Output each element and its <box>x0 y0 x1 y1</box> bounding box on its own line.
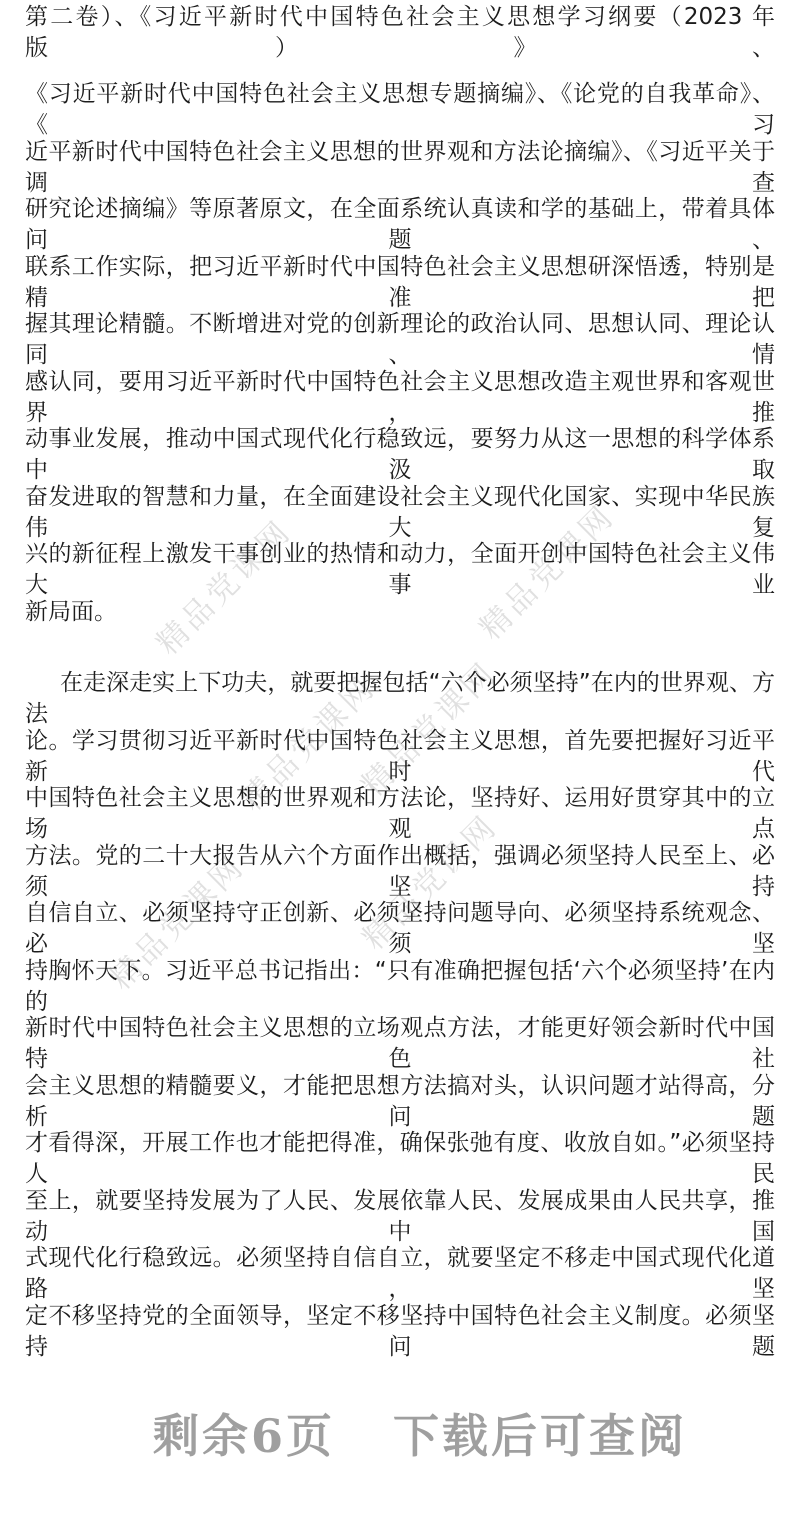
text-line: 新局面。 <box>25 598 117 625</box>
text-line: 中国特色社会主义思想的世界观和方法论，坚持好、运用好贯穿其中的立场观点 <box>25 785 775 842</box>
text-line: 论。学习贯彻习近平新时代中国特色社会主义思想，首先要把握好习近平新时代 <box>25 727 775 785</box>
watermark: 精品党课网 <box>472 497 623 648</box>
text-line: 动事业发展，推动中国式现代化行稳致远，要努力从这一思想的科学体系中汲取 <box>25 426 775 483</box>
text-line: 近平新时代中国特色社会主义思想的世界观和方法论摘编》、《习近平关于调查 <box>25 138 775 196</box>
text-line: 新时代中国特色社会主义思想的立场观点方法，才能更好领会新时代中国特色社 <box>25 1015 775 1072</box>
text-line: 感认同，要用习近平新时代中国特色社会主义思想改造主观世界和客观世界，推 <box>25 368 775 426</box>
download-hint-label: 下载后可查阅 <box>393 1409 687 1463</box>
text-line: 会主义思想的精髓要义，才能把思想方法搞对头，认识问题才站得高，分析问题 <box>25 1072 775 1130</box>
text-line: 在走深走实上下功夫，就要把握包括“六个必须坚持”在内的世界观、方法 <box>25 670 775 727</box>
text-line: 研究论述摘编》等原著原文，在全面系统认真读和学的基础上，带着具体问题、 <box>25 196 775 253</box>
text-line: 才看得深，开展工作也才能把得准，确保张弛有度、收放自如。”必须坚持人民 <box>25 1130 775 1187</box>
text-line: 持胸怀天下。习近平总书记指出：“只有准确把握包括‘六个必须坚持’在内的 <box>25 957 775 1015</box>
remaining-pages-label: 剩余6页 <box>152 1409 335 1463</box>
text-line: 奋发进取的智慧和力量，在全面建设社会主义现代化国家、实现中华民族伟大复 <box>25 483 775 541</box>
watermark: 精品党课网 <box>354 654 505 805</box>
text-line: 定不移坚持党的全面领导，坚定不移坚持中国特色社会主义制度。必须坚持问题 <box>25 1302 775 1360</box>
watermark: 精品党课网 <box>355 807 506 958</box>
watermark: 精品党课网 <box>102 847 253 998</box>
text-line: 式现代化行稳致远。必须坚持自信自立，就要坚定不移走中国式现代化道路，坚 <box>25 1245 775 1302</box>
watermark: 精品党课网 <box>233 668 384 819</box>
text-line: 至上，就要坚持发展为了人民、发展依靠人民、发展成果由人民共享，推动中国 <box>25 1187 775 1245</box>
text-line: 自信自立、必须坚持守正创新、必须坚持问题导向、必须坚持系统观念、必须坚 <box>25 900 775 957</box>
text-line: 方法。党的二十大报告从六个方面作出概括，强调必须坚持人民至上、必须坚持 <box>25 842 775 900</box>
text-line: 兴的新征程上激发干事创业的热情和动力，全面开创中国特色社会主义伟大事业 <box>25 541 775 598</box>
preview-footer <box>20 1400 800 1466</box>
text-line: 联系工作实际，把习近平新时代中国特色社会主义思想研深悟透，特别是精准把 <box>25 253 775 311</box>
text-line: 握其理论精髓。不断增进对党的创新理论的政治认同、思想认同、理论认同、情 <box>25 311 775 368</box>
text-line: 第二卷）、《习近平新时代中国特色社会主义思想学习纲要（2023 年版）》、 <box>25 4 775 61</box>
text-line: 《习近平新时代中国特色社会主义思想专题摘编》、《论党的自我革命》、《习 <box>25 81 775 138</box>
watermark: 精品党课网 <box>149 512 300 663</box>
